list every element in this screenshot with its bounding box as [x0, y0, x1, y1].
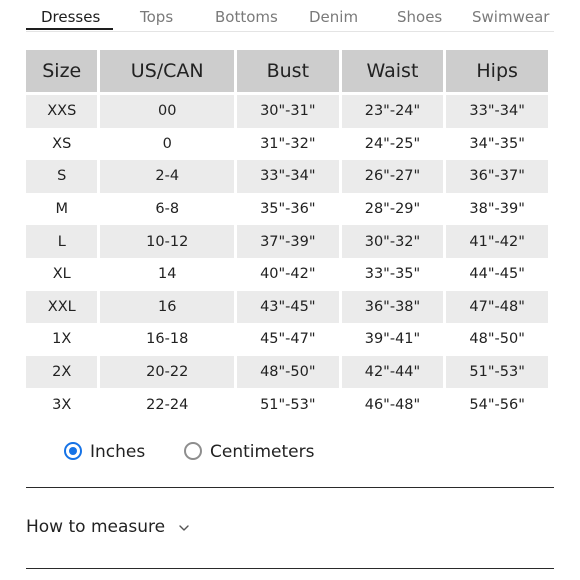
cell-hips: 38"-39"	[446, 193, 548, 226]
cell-hips: 36"-37"	[446, 160, 548, 193]
table-row	[26, 225, 548, 258]
table-row	[26, 291, 548, 324]
table-row	[26, 128, 548, 161]
cell-waist: 46"-48"	[342, 388, 444, 421]
how-to-measure-label: How to measure	[26, 517, 166, 537]
divider	[26, 568, 554, 569]
cell-hips: 51"-53"	[446, 356, 548, 389]
cell-hips: 54"-56"	[446, 388, 548, 421]
table-row	[26, 258, 548, 291]
cell-us-can: 6-8	[100, 193, 234, 226]
table-row	[26, 95, 548, 128]
column-header-hips: Hips	[446, 50, 548, 95]
cell-bust: 51"-53"	[237, 388, 339, 421]
tab-shoes[interactable]: Shoes	[397, 8, 443, 26]
how-to-measure-toggle[interactable]	[26, 517, 426, 541]
cell-us-can: 22-24	[100, 388, 234, 421]
cell-size: 3X	[26, 388, 97, 421]
tab-tops[interactable]: Tops	[140, 8, 174, 26]
active-tab-indicator	[26, 28, 113, 30]
cell-size: L	[26, 225, 97, 258]
cell-hips: 44"-45"	[446, 258, 548, 291]
size-category-tabs	[26, 0, 554, 32]
table-row	[26, 323, 548, 356]
table-header-row	[26, 50, 548, 95]
cell-size: XL	[26, 258, 97, 291]
table-row	[26, 356, 548, 389]
column-header-bust: Bust	[237, 50, 339, 95]
unit-option-label: Inches	[90, 442, 146, 462]
table-row	[26, 193, 548, 226]
cell-us-can: 0	[100, 128, 234, 161]
cell-waist: 23"-24"	[342, 95, 444, 128]
column-header-us-can: US/CAN	[100, 50, 234, 95]
tab-denim[interactable]: Denim	[309, 8, 359, 26]
cell-size: 1X	[26, 323, 97, 356]
cell-size: 2X	[26, 356, 97, 389]
radio-unselected-icon[interactable]	[184, 442, 202, 460]
cell-waist: 39"-41"	[342, 323, 444, 356]
cell-hips: 34"-35"	[446, 128, 548, 161]
cell-bust: 37"-39"	[237, 225, 339, 258]
column-header-waist: Waist	[342, 50, 444, 95]
cell-hips: 33"-34"	[446, 95, 548, 128]
tab-dresses[interactable]: Dresses	[41, 8, 101, 26]
tab-bottoms[interactable]: Bottoms	[215, 8, 278, 26]
cell-bust: 31"-32"	[237, 128, 339, 161]
cell-waist: 28"-29"	[342, 193, 444, 226]
cell-size: XXL	[26, 291, 97, 324]
table-row	[26, 160, 548, 193]
cell-waist: 24"-25"	[342, 128, 444, 161]
cell-size: XXS	[26, 95, 97, 128]
cell-us-can: 10-12	[100, 225, 234, 258]
cell-bust: 30"-31"	[237, 95, 339, 128]
size-chart-table	[23, 50, 551, 421]
cell-bust: 43"-45"	[237, 291, 339, 324]
unit-option-label: Centimeters	[210, 442, 315, 462]
cell-us-can: 16	[100, 291, 234, 324]
cell-size: S	[26, 160, 97, 193]
cell-us-can: 00	[100, 95, 234, 128]
cell-bust: 45"-47"	[237, 323, 339, 356]
cell-hips: 47"-48"	[446, 291, 548, 324]
cell-bust: 33"-34"	[237, 160, 339, 193]
table-row	[26, 388, 548, 421]
chevron-down-icon[interactable]	[177, 521, 191, 535]
radio-selected-icon[interactable]	[64, 442, 82, 460]
divider	[26, 487, 554, 488]
tab-swimwear[interactable]: Swimwear	[472, 8, 550, 26]
cell-us-can: 14	[100, 258, 234, 291]
cell-us-can: 20-22	[100, 356, 234, 389]
cell-waist: 42"-44"	[342, 356, 444, 389]
cell-size: XS	[26, 128, 97, 161]
cell-us-can: 16-18	[100, 323, 234, 356]
cell-waist: 30"-32"	[342, 225, 444, 258]
cell-waist: 26"-27"	[342, 160, 444, 193]
cell-hips: 41"-42"	[446, 225, 548, 258]
cell-bust: 40"-42"	[237, 258, 339, 291]
cell-bust: 48"-50"	[237, 356, 339, 389]
cell-hips: 48"-50"	[446, 323, 548, 356]
cell-size: M	[26, 193, 97, 226]
cell-waist: 33"-35"	[342, 258, 444, 291]
cell-bust: 35"-36"	[237, 193, 339, 226]
column-header-size: Size	[26, 50, 97, 95]
cell-us-can: 2-4	[100, 160, 234, 193]
cell-waist: 36"-38"	[342, 291, 444, 324]
